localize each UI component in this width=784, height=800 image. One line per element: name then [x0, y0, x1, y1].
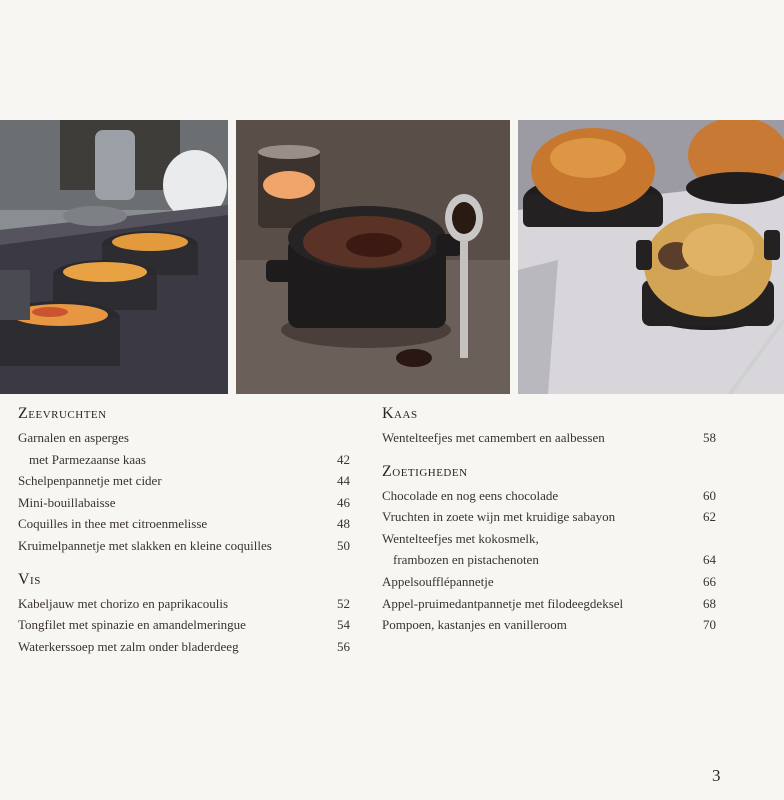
toc-left-column	[18, 405, 350, 657]
entry-title: Vruchten in zoete wijn met kruidige sabayon	[382, 509, 616, 525]
entry-title: Tongfilet met spinazie en amandelmeringue	[18, 617, 246, 633]
toc-entry	[382, 485, 716, 507]
entry-title: Wentelteefjes met camembert en aalbessen	[382, 430, 605, 445]
entry-title: frambozen en pistachenoten	[393, 552, 539, 568]
entry-title: Coquilles in thee met citroenmelisse	[18, 516, 208, 532]
entry-page: 54	[337, 617, 350, 633]
section-title: Vis	[18, 570, 41, 588]
toc-section-zeevruchten	[18, 405, 350, 557]
section-title: Kaas	[382, 405, 418, 422]
toc-entry	[18, 470, 350, 492]
entry-page: 68	[703, 595, 716, 611]
puff-pastry-cocottes-photo	[518, 120, 784, 394]
toc-entry	[382, 549, 716, 571]
toc-section-vis	[18, 571, 350, 658]
photo-strip	[0, 120, 784, 394]
entry-page: 66	[703, 573, 716, 589]
entry-title: Kabeljauw met chorizo en paprikacoulis	[18, 595, 229, 611]
toc-entry	[382, 427, 716, 449]
toc-entry	[382, 614, 716, 636]
entry-title: Chocolade en nog eens chocolade	[382, 487, 559, 503]
toc-entry	[18, 513, 350, 535]
entry-page: 62	[703, 509, 716, 525]
toc-entry	[382, 506, 716, 528]
entry-title: Mini-bouillabaisse	[18, 494, 116, 510]
entry-page: 50	[337, 537, 350, 553]
toc-entry	[18, 492, 350, 514]
entry-page: 56	[337, 638, 350, 654]
section-title: Zeevruchten	[18, 405, 107, 422]
entry-title: Appelsoufflépannetje	[382, 573, 494, 589]
entry-title: Kruimelpannetje met slakken en kleine coquilles	[18, 537, 272, 553]
entry-title: Appel-pruimedantpannetje met filodeegdeksel	[382, 595, 624, 611]
entry-page: 42	[337, 451, 350, 467]
entry-page: 44	[337, 473, 350, 489]
entry-page: 60	[703, 487, 716, 503]
entry-title: Waterkerssoep met zalm onder bladerdeeg	[18, 638, 239, 654]
chocolate-cocotte-photo	[236, 120, 510, 394]
toc-right-column	[382, 405, 716, 636]
toc-entry	[18, 614, 350, 636]
toc-entry	[18, 636, 350, 658]
entry-page: 46	[337, 494, 350, 510]
toc-entry	[18, 535, 350, 557]
toc-entry	[18, 427, 350, 449]
entry-title: Garnalen en asperges	[18, 430, 129, 445]
toc-entry	[382, 571, 716, 593]
toc-section-kaas	[382, 405, 716, 449]
toc-entry	[18, 449, 350, 471]
entry-title: met Parmezaanse kaas	[29, 451, 146, 467]
entry-title: Wentelteefjes met kokosmelk,	[382, 530, 539, 546]
section-title: Zoetigheden	[382, 462, 468, 480]
entry-title: Schelpenpannetje met cider	[18, 473, 162, 489]
toc-entry	[382, 593, 716, 615]
entry-page: 64	[703, 552, 716, 568]
entry-page: 48	[337, 516, 350, 532]
toc-section-zoetigheden	[382, 463, 716, 636]
entry-title: Pompoen, kastanjes en vanilleroom	[382, 617, 567, 633]
cocottes-with-shrimp-photo	[0, 120, 228, 394]
toc-entry	[382, 528, 716, 550]
entry-page: 70	[703, 617, 716, 633]
entry-page: 52	[337, 595, 350, 611]
entry-page: 58	[703, 430, 716, 445]
page-number: 3	[712, 766, 721, 785]
toc-entry	[18, 593, 350, 615]
